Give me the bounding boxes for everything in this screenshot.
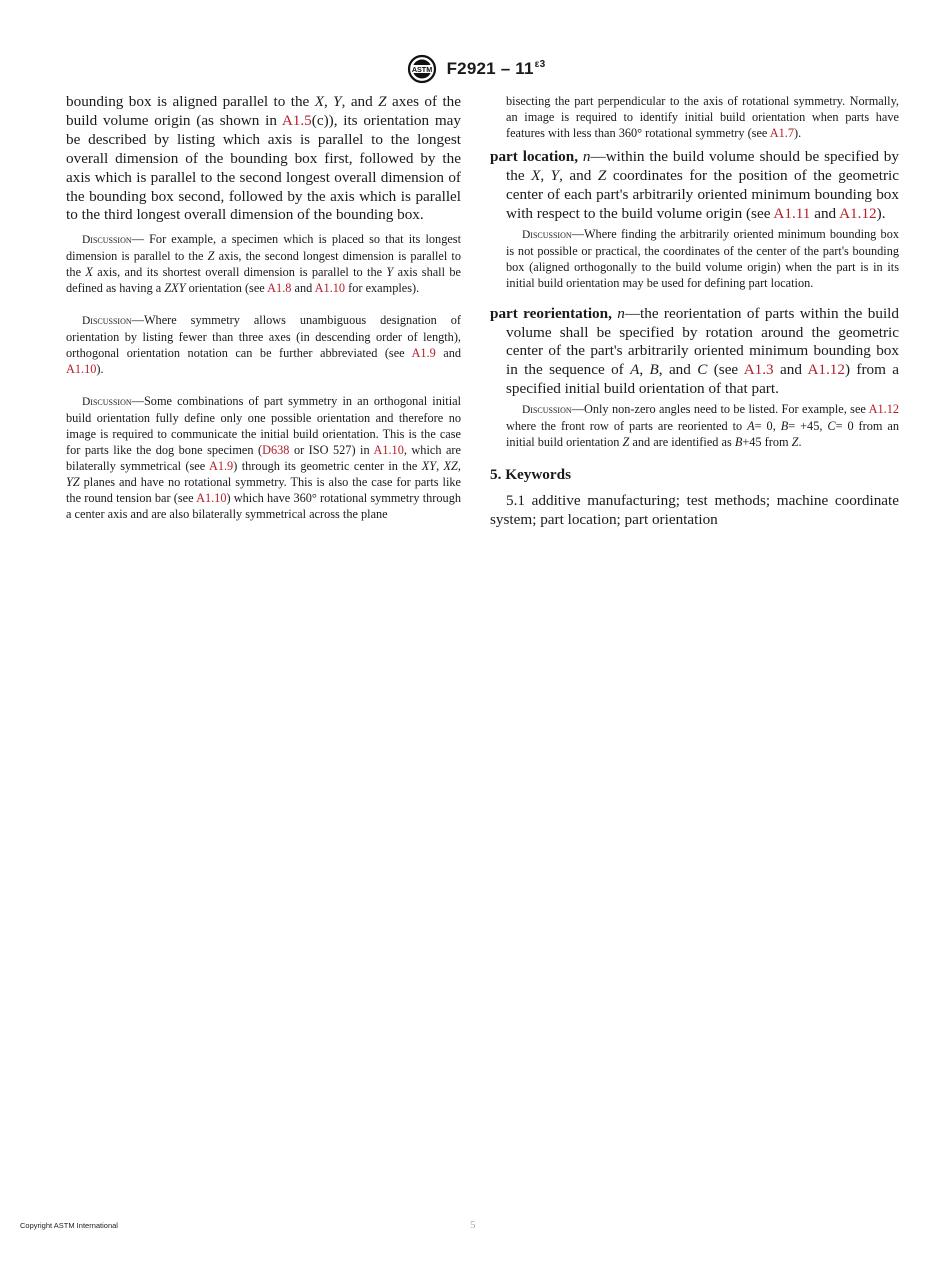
link-a1-12[interactable]: A1.12 xyxy=(839,204,877,222)
continued-discussion: bisecting the part perpendicular to the axis of rotational symmetry. Normally, an image is required to identify initial build orientation when parts have features with less than 360° rotational symmetry (see A1.7). xyxy=(506,94,899,140)
link-a1-10[interactable]: A1.10 xyxy=(196,491,227,506)
link-a1-7[interactable]: A1.7 xyxy=(769,126,795,140)
link-a1-12[interactable]: A1.12 xyxy=(868,402,899,417)
link-a1-5[interactable]: A1.5 xyxy=(281,111,312,129)
discussion-zxy-example: Discussion— For example, a specimen which is placed so that its longest dimension is parallel to the Z axis, the second longest dimension is parallel to the X axis, and its shortest overall dimension is parallel to the Y axis shall be defined as having a ZXY orientation (see A1.8 and A1.10 for examples). xyxy=(66,232,461,296)
edition-superscript: ε3 xyxy=(534,59,546,71)
discussion-part-reorientation: Discussion—Only non-zero angles need to be listed. For example, see A1.12 where the front row of parts are reoriented to A= 0, B= +45, C= 0 from an initial build orientation Z and are identified as B+45 from Z. xyxy=(506,402,900,450)
section-heading-keywords: 5. Keywords xyxy=(490,466,571,484)
keywords-paragraph: 5.1 additive manufacturing; test methods; machine coordinate system; part location; part orientation xyxy=(490,492,899,529)
link-a1-9[interactable]: A1.9 xyxy=(411,346,436,361)
discussion-symmetry: Discussion—Where symmetry allows unambiguous designation of orientation by listing fewer than three axes (in descending order of length), orthogonal orientation notation can be further abbreviated (see A1.9 and A1.10). xyxy=(66,313,461,377)
link-a1-10[interactable]: A1.10 xyxy=(66,362,97,377)
paragraph-bounding-box: bounding box is aligned parallel to the X, Y, and Z axes of the build volume origin (as shown in A1.5(c)), its orientation may be described by listing which axis is parallel to the longest overall dimension of the bounding box first, followed by the axis which is parallel to the second longest overall dimension of the bounding box second, followed by the axis which is parallel to the third longest overall dimension of the bounding box. xyxy=(66,93,461,224)
link-a1-9[interactable]: A1.9 xyxy=(208,459,234,474)
astm-logo-icon xyxy=(405,54,439,84)
right-column xyxy=(490,93,899,530)
definition-part-reorientation: part reorientation, n—the reorientation of parts within the build volume shall be specified by rotation around the geometric center of the part's arbitrarily oriented minimum bounding box in the sequence of A, B, and C (see A1.3 and A1.12) from a specified initial build orientation of that part. xyxy=(490,304,900,398)
link-a1-3[interactable]: A1.3 xyxy=(743,361,774,379)
copyright-notice: Copyright ASTM International xyxy=(20,1221,118,1230)
discussion-part-symmetry: Discussion—Some combinations of part symmetry in an orthogonal initial build orientation fully define only one possible orientation and therefore no image is required to communicate the initial build orientation. This is the case for parts like the dog bone specimen (D638 or ISO 527) in A1.10, which are bilaterally symmetrical (see A1.9) through its geometric center in the XY, XZ, YZ planes and have no rotational symmetry. This is also the case for parts like the round tension bar (see A1.10) which have 360° rotational symmetry through a center axis and are also bilaterally symmetrical across the plane xyxy=(66,394,461,522)
discussion-location-block xyxy=(490,226,899,291)
term-part-reorientation: part reorientation, xyxy=(490,304,612,322)
term-part-location: part location, xyxy=(490,148,579,165)
link-d638[interactable]: D638 xyxy=(262,443,290,458)
page-number: 5 xyxy=(470,1219,476,1231)
link-a1-8[interactable]: A1.8 xyxy=(267,281,292,296)
left-column xyxy=(66,93,461,522)
link-a1-10[interactable]: A1.10 xyxy=(314,281,346,296)
link-a1-11[interactable]: A1.11 xyxy=(773,204,811,222)
link-a1-10[interactable]: A1.10 xyxy=(373,443,404,458)
link-a1-12[interactable]: A1.12 xyxy=(807,361,845,379)
page-header xyxy=(0,52,950,86)
svg-text:ASTM: ASTM xyxy=(411,64,432,74)
discussion-part-location: Discussion—Where finding the arbitrarily oriented minimum bounding box is not possible or practical, the coordinates of the center of the part's bounding box (aligned orthogonally to the build volume origin) when the part is in its initial build orientation may be used for defining part location. xyxy=(506,226,899,290)
definition-part-location: part location, n—within the build volume should be specified by the X, Y, and Z coordinates for the position of the geometric center of each part's arbitrarily oriented minimum bounding box with respect to the build volume origin (see A1.11 and A1.12). xyxy=(490,148,900,222)
discussion-reorientation-block xyxy=(490,401,899,450)
standard-designation: $F2921 - 11^{\varepsilon 3}$ xyxy=(446,59,546,78)
